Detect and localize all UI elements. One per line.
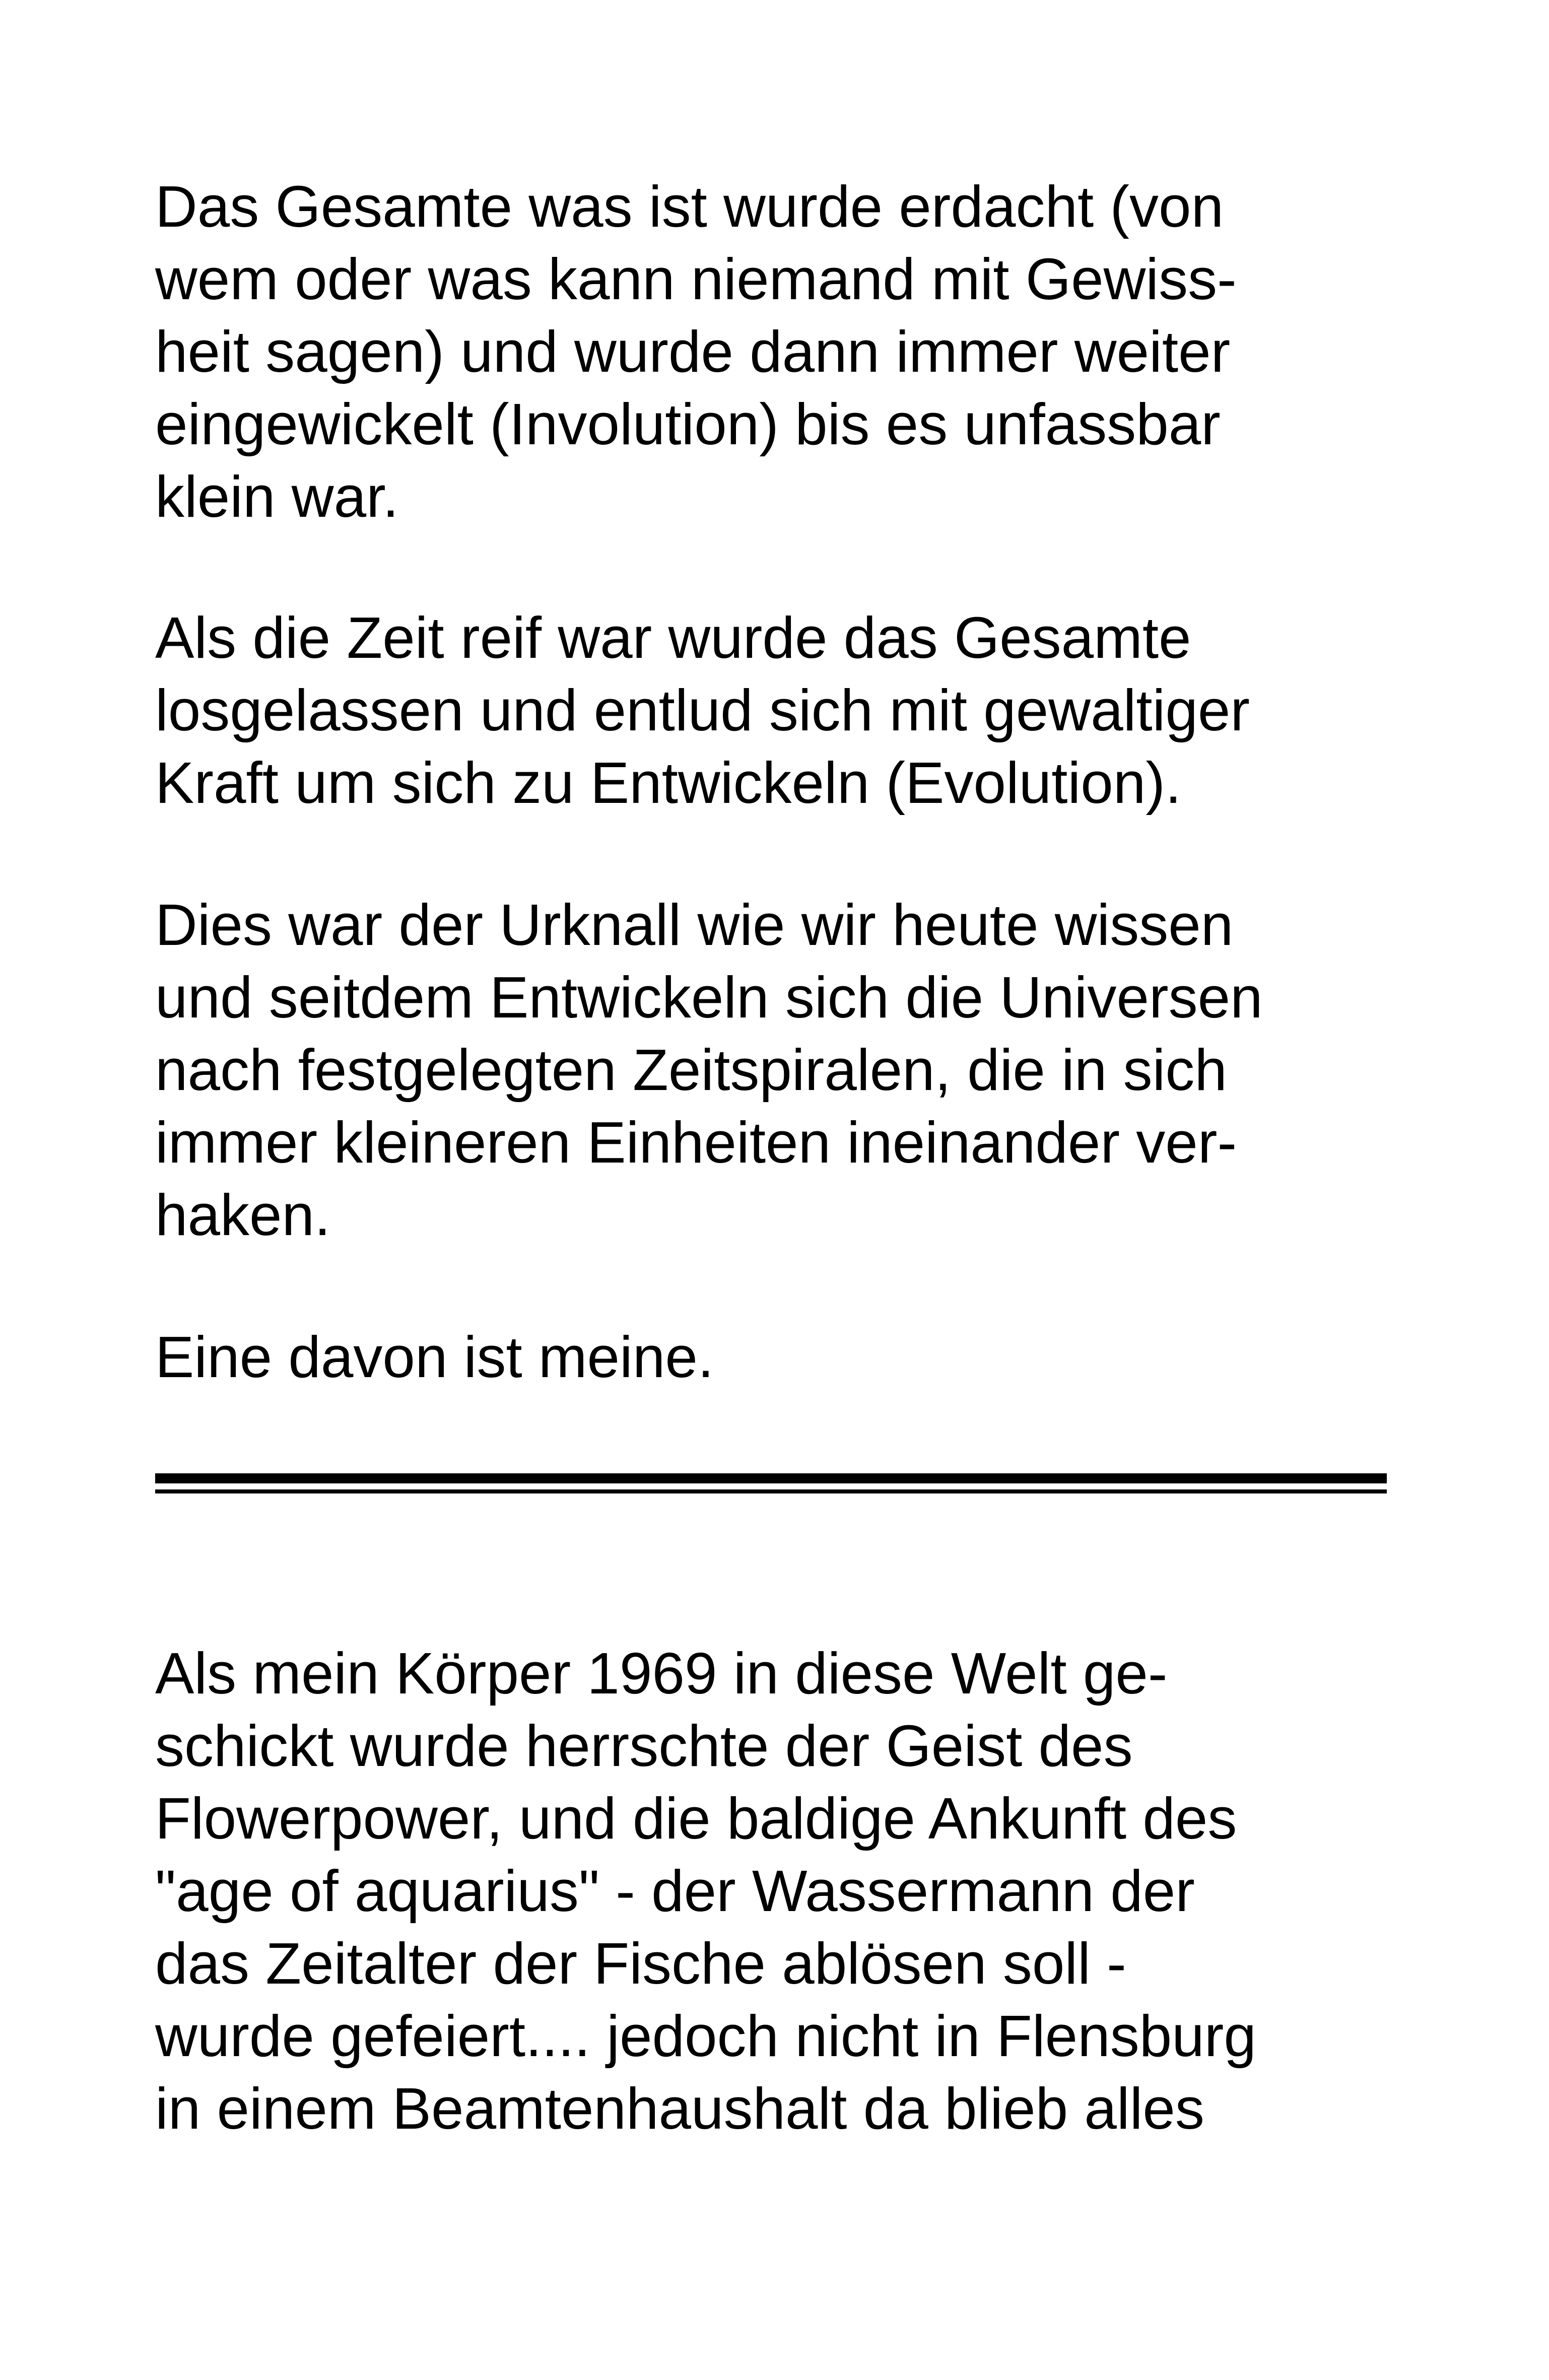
text-line: wurde gefeiert.... jedoch nicht in Flensburg (155, 2003, 1256, 2069)
text-line: in einem Beamtenhaushalt da blieb alles (155, 2076, 1204, 2141)
text-line: und seitdem Entwickeln sich die Universen (155, 965, 1263, 1030)
text-line: Dies war der Urknall wie wir heute wissen (155, 892, 1234, 958)
text-line: Eine davon ist meine. (155, 1324, 714, 1390)
text-line: haken. (155, 1182, 331, 1248)
text-line: das Zeitalter der Fische ablösen soll - (155, 1931, 1126, 1996)
text-line: Kraft um sich zu Entwickeln (Evolution). (155, 750, 1182, 815)
text-line: immer kleineren Einheiten ineinander ver- (155, 1110, 1237, 1175)
text-line: wem oder was kann niemand mit Gewiss- (155, 246, 1237, 312)
text-line: Flowerpower, und die baldige Ankunft des (155, 1786, 1237, 1851)
text-line: klein war. (155, 464, 399, 529)
text-line: heit sagen) und wurde dann immer weiter (155, 319, 1231, 384)
text-line: Als mein Körper 1969 in diese Welt ge- (155, 1641, 1168, 1706)
text-line: Als die Zeit reif war wurde das Gesamte (155, 605, 1191, 670)
text-line: losgelassen und entlud sich mit gewaltiger (155, 677, 1250, 743)
separator-rule-thick (155, 1473, 1387, 1483)
text-line: "age of aquarius" - der Wassermann der (155, 1858, 1195, 1924)
text-line: nach festgelegten Zeitspiralen, die in sich (155, 1037, 1227, 1103)
text-line: Das Gesamte was ist wurde erdacht (von (155, 174, 1224, 239)
text-line: eingewickelt (Involution) bis es unfassbar (155, 391, 1221, 457)
separator-rule-thin (155, 1489, 1387, 1493)
text-line: schickt wurde herrschte der Geist des (155, 1713, 1133, 1779)
